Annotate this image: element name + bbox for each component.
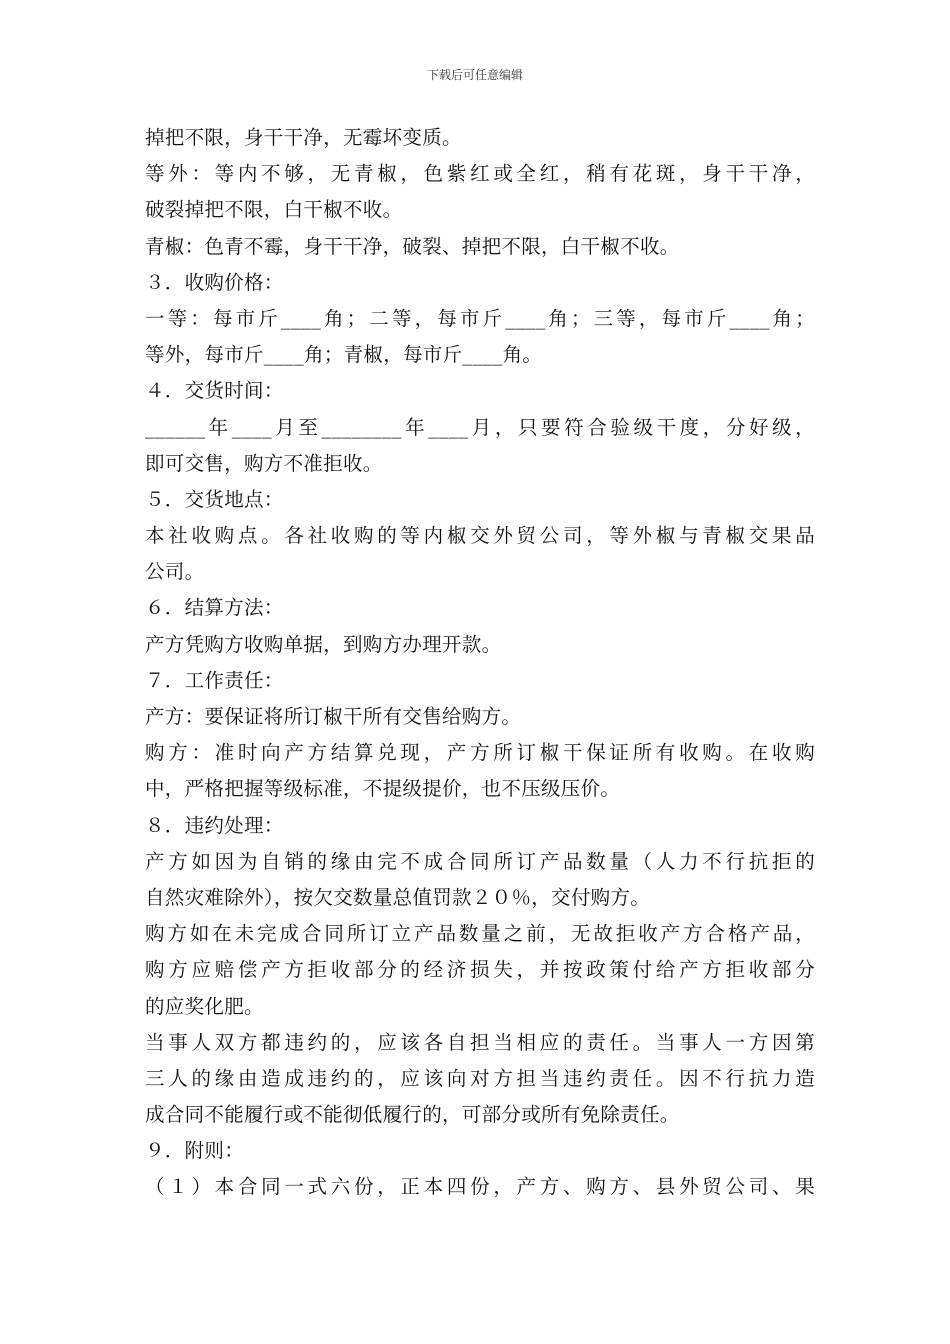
text-line: ５．交货地点：	[145, 487, 284, 511]
text-line: ７．工作责任：	[145, 668, 284, 692]
text-line: ９．附则：	[145, 1139, 245, 1163]
text-line: 破裂掉把不限，白干椒不收。	[145, 198, 403, 222]
text-line: 购方：准时向产方结算兑现，产方所订椒干保证所有收购。在收购	[145, 741, 815, 765]
text-line: ８．违约处理：	[145, 813, 284, 837]
text-line: 掉把不限，身干干净，无霉坏变质。	[145, 126, 462, 149]
text-line: 产方：要保证将所订椒干所有交售给购方。	[145, 705, 522, 728]
text-line: ______年____月至________年____月，只要符合验级干度，分好级，	[145, 415, 815, 439]
text-line: 等外，每市斤____角；青椒，每市斤____角。	[145, 343, 543, 367]
text-line: 公司。	[145, 560, 205, 584]
text-line: 购方应赔偿产方拒收部分的经济损失，并按政策付给产方拒收部分	[145, 958, 815, 982]
text-line: 本社收购点。各社收购的等内椒交外贸公司，等外椒与青椒交果品	[145, 524, 815, 548]
text-line: 成合同不能履行或不能彻低履行的，可部分或所有免除责任。	[145, 1103, 680, 1127]
text-line: 自然灾难除外），按欠交数量总值罚款２０％，交付购方。	[145, 885, 651, 909]
text-line: 产方如因为自销的缘由完不成合同所订产品数量（人力不行抗拒的	[145, 849, 815, 873]
text-line: ３．收购价格：	[145, 270, 284, 294]
text-line: 当事人双方都违约的，应该各自担当相应的责任。当事人一方因第	[145, 1030, 815, 1054]
text-line: 即可交售，购方不准拒收。	[145, 451, 383, 475]
text-line: 购方如在未完成合同所订立产品数量之前，无故拒收产方合格产品，	[145, 922, 815, 946]
text-line: （１）本合同一式六份，正本四份，产方、购方、县外贸公司、果	[145, 1175, 815, 1199]
text-line: 中，严格把握等级标准，不提级提价，也不压级压价。	[145, 777, 621, 801]
text-line: 产方凭购方收购单据，到购方办理开款。	[145, 632, 502, 656]
text-line: 三人的缘由造成违约的，应该向对方担当违约责任。因不行抗力造	[145, 1066, 815, 1090]
text-line: 等外：等内不够，无青椒，色紫红或全红，稍有花斑，身干干净，	[145, 162, 815, 186]
text-line: 的应奖化肥。	[145, 994, 264, 1018]
text-line: 一等：每市斤____角；二等，每市斤____角；三等，每市斤____角；	[145, 306, 815, 330]
text-line: ６．结算方法：	[145, 596, 284, 620]
text-line: 青椒：色青不霉，身干干净，破裂、掉把不限，白干椒不收。	[145, 234, 680, 258]
text-line: ４．交货时间：	[145, 379, 284, 403]
document-body	[145, 120, 815, 1206]
page-header: 下载后可任意编辑	[426, 68, 523, 82]
